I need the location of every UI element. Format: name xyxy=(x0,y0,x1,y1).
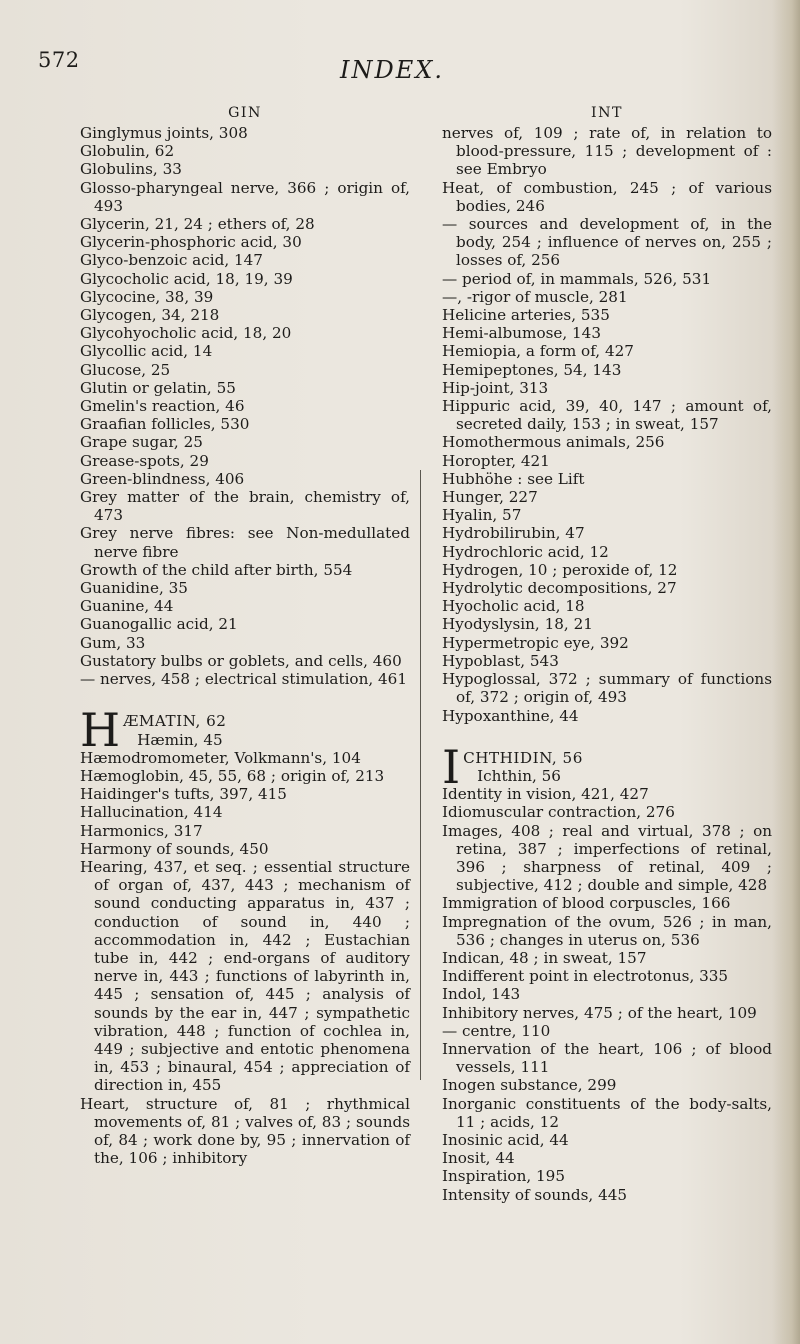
index-entry: Impregnation of the ovum, 526 ; in man, 536 ; changes in uterus on, 536 xyxy=(442,912,772,949)
page-edge-shadow xyxy=(772,0,800,1344)
index-entry: Heat, of combustion, 245 ; of various bodies, 246 xyxy=(442,178,772,215)
entries-i xyxy=(442,785,772,1204)
index-entry: Intensity of sounds, 445 xyxy=(442,1185,628,1204)
index-entry: Gmelin's reaction, 46 xyxy=(80,397,245,416)
index-entry: Hemipeptones, 54, 143 xyxy=(442,360,622,379)
index-entry: Hypermetropic eye, 392 xyxy=(442,633,629,652)
index-entry: Glycerin-phosphoric acid, 30 xyxy=(80,233,302,252)
index-entry: Grey matter of the brain, chemistry of, 473 xyxy=(80,488,410,525)
guide-word-right: INT xyxy=(591,105,623,121)
column-divider xyxy=(420,470,421,1080)
index-entry: Hæmin, 45 xyxy=(137,730,223,749)
entries-h xyxy=(80,749,410,1168)
index-entry: Grape sugar, 25 xyxy=(80,433,203,452)
index-entry: Guanine, 44 xyxy=(80,597,174,616)
section-gap xyxy=(80,688,410,712)
index-entry: Ichthin, 56 xyxy=(477,766,561,785)
index-entry: — centre, 110 xyxy=(442,1021,551,1040)
index-entry: Glycogen, 34, 218 xyxy=(80,306,220,325)
page-number: 572 xyxy=(38,48,80,72)
index-entry: Hemiopia, a form of, 427 xyxy=(442,342,634,361)
index-entry: — nerves, 458 ; electrical stimulation, 461 xyxy=(80,670,408,689)
index-entry: Haidinger's tufts, 397, 415 xyxy=(80,785,287,804)
index-entry: Identity in vision, 421, 427 xyxy=(442,785,649,804)
index-entry: Hyodyslysin, 18, 21 xyxy=(442,615,593,634)
entries-h-continued xyxy=(442,124,772,725)
index-entry: Hippuric acid, 39, 40, 147 ; amount of, secreted daily, 153 ; in sweat, 157 xyxy=(442,397,772,434)
entries-g xyxy=(80,124,410,688)
index-entry: Indican, 48 ; in sweat, 157 xyxy=(442,948,647,967)
index-entry: Hydrochloric acid, 12 xyxy=(442,542,609,561)
running-head: INDEX. xyxy=(340,56,444,84)
index-entry: Inogen substance, 299 xyxy=(442,1076,617,1095)
index-entry: Guanogallic acid, 21 xyxy=(80,615,238,634)
index-entry: Hearing, 437, et seq. ; essential structure of organ of, 437, 443 ; mechanism of sound conducting apparatus in, 437 ; conduction of sound in, 440 ; accommodation in, 442 ; Eustachian tube in, 442 ; end-organs of auditory nerve in, 443 ; functions of labyrinth in, 445 ; sensation of, 445 ; analysis of sounds by the ear in, 447 ; sympathetic vibration, 448 ; function of cochlea in, 449 ; subjective and entotic phenomena in, 453 ; binaural, 454 ; appreciation of direction in, 455 xyxy=(80,857,410,1095)
index-entry: Hunger, 227 xyxy=(442,488,538,507)
index-entry: Indifferent point in electrotonus, 335 xyxy=(442,967,729,986)
index-entry: Grey nerve fibres: see Non-medullated nerve fibre xyxy=(80,524,410,561)
left-column xyxy=(80,80,410,1167)
drop-cap-h: H xyxy=(80,703,121,758)
index-entry: Inspiration, 195 xyxy=(442,1167,565,1186)
index-entry: Gum, 33 xyxy=(80,633,146,652)
index-entry: Hydrogen, 10 ; peroxide of, 12 xyxy=(442,560,678,579)
index-entry: Hæmoglobin, 45, 55, 68 ; origin of, 213 xyxy=(80,766,385,785)
guide-word-left: GIN xyxy=(228,105,262,121)
index-entry: Globulin, 62 xyxy=(80,142,175,161)
index-entry: Green-blindness, 406 xyxy=(80,469,245,488)
index-entry: Inhibitory nerves, 475 ; of the heart, 109 xyxy=(442,1003,757,1022)
index-entry: Heart, structure of, 81 ; rhythmical movements of, 81 ; valves of, 83 ; sounds of, 84 ; work done by, 95 ; innervation of the, 106 ; inhibitory xyxy=(80,1094,410,1168)
index-entry: Indol, 143 xyxy=(442,985,521,1004)
index-entry: Glutin or gelatin, 55 xyxy=(80,378,236,397)
index-entry: Hallucination, 414 xyxy=(80,803,223,822)
index-entry: Hydrolytic decompositions, 27 xyxy=(442,579,677,598)
index-entry: Hypoxanthine, 44 xyxy=(442,706,579,725)
index-entry: Hyocholic acid, 18 xyxy=(442,597,585,616)
index-entry: Horopter, 421 xyxy=(442,451,550,470)
index-entry: Inosit, 44 xyxy=(442,1149,515,1168)
index-entry: CHTHIDIN, 56 xyxy=(463,748,583,767)
index-entry: Graafian follicles, 530 xyxy=(80,415,250,434)
index-entry: —, -rigor of muscle, 281 xyxy=(442,287,628,306)
index-entry: Guanidine, 35 xyxy=(80,579,188,598)
index-entry: Harmony of sounds, 450 xyxy=(80,839,269,858)
index-entry: Glycocholic acid, 18, 19, 39 xyxy=(80,269,293,288)
index-entry: Grease-spots, 29 xyxy=(80,451,209,470)
index-entry: Helicine arteries, 535 xyxy=(442,306,610,325)
index-entry: Hip-joint, 313 xyxy=(442,378,549,397)
index-entry: Glycerin, 21, 24 ; ethers of, 28 xyxy=(80,215,315,234)
right-column xyxy=(442,80,772,1204)
index-entry: Harmonics, 317 xyxy=(80,821,203,840)
index-entry: Hypoglossal, 372 ; summary of functions of, 372 ; origin of, 493 xyxy=(442,670,772,707)
index-entry: Hyalin, 57 xyxy=(442,506,522,525)
index-entry: Gustatory bulbs or goblets, and cells, 460 xyxy=(80,651,402,670)
index-entry: Globulins, 33 xyxy=(80,160,182,179)
index-entry: ÆMATIN, 62 xyxy=(123,712,227,731)
index-entry: Glycocine, 38, 39 xyxy=(80,287,214,306)
index-entry: Inorganic constituents of the body-salts, 11 ; acids, 12 xyxy=(442,1094,772,1131)
index-entry: Glycohyocholic acid, 18, 20 xyxy=(80,324,292,343)
index-entry: — period of, in mammals, 526, 531 xyxy=(442,269,712,288)
index-entry: Innervation of the heart, 106 ; of blood vessels, 111 xyxy=(442,1039,772,1077)
drop-cap-i: I xyxy=(442,739,461,794)
section-i-heading xyxy=(442,739,772,794)
index-entry: — sources and development of, in the body, 254 ; influence of nerves on, 255 ; losses of, 256 xyxy=(442,215,772,270)
index-entry: Hypoblast, 543 xyxy=(442,651,559,670)
index-entry: Hæmodromometer, Volkmann's, 104 xyxy=(80,748,361,767)
index-entry: Hubhöhe : see Lift xyxy=(442,469,585,488)
index-entry: Glosso-pharyngeal nerve, 366 ; origin of, 493 xyxy=(80,178,410,215)
index-entry: Homothermous animals, 256 xyxy=(442,433,665,452)
index-entry: Glycollic acid, 14 xyxy=(80,342,213,361)
index-entry: Glucose, 25 xyxy=(80,360,171,379)
index-entry: Idiomuscular contraction, 276 xyxy=(442,803,675,822)
index-entry: Hemi-albumose, 143 xyxy=(442,324,602,343)
index-entry: Ginglymus joints, 308 xyxy=(80,124,248,142)
index-entry: Inosinic acid, 44 xyxy=(442,1130,569,1149)
index-entry: Growth of the child after birth, 554 xyxy=(80,560,353,579)
index-entry: Glyco-benzoic acid, 147 xyxy=(80,251,263,270)
section-gap xyxy=(442,725,772,749)
index-entry: Images, 408 ; real and virtual, 378 ; on retina, 387 ; imperfections of retinal, 396 ; sharpness of retinal, 409 ; subjective, 412 ; double and simple, 428 xyxy=(442,821,772,895)
index-entry: Immigration of blood corpuscles, 166 xyxy=(442,894,731,913)
index-entry: nerves of, 109 ; rate of, in relation to blood-pressure, 115 ; development of : see Embryo xyxy=(442,124,772,179)
index-entry: Hydrobilirubin, 47 xyxy=(442,524,585,543)
